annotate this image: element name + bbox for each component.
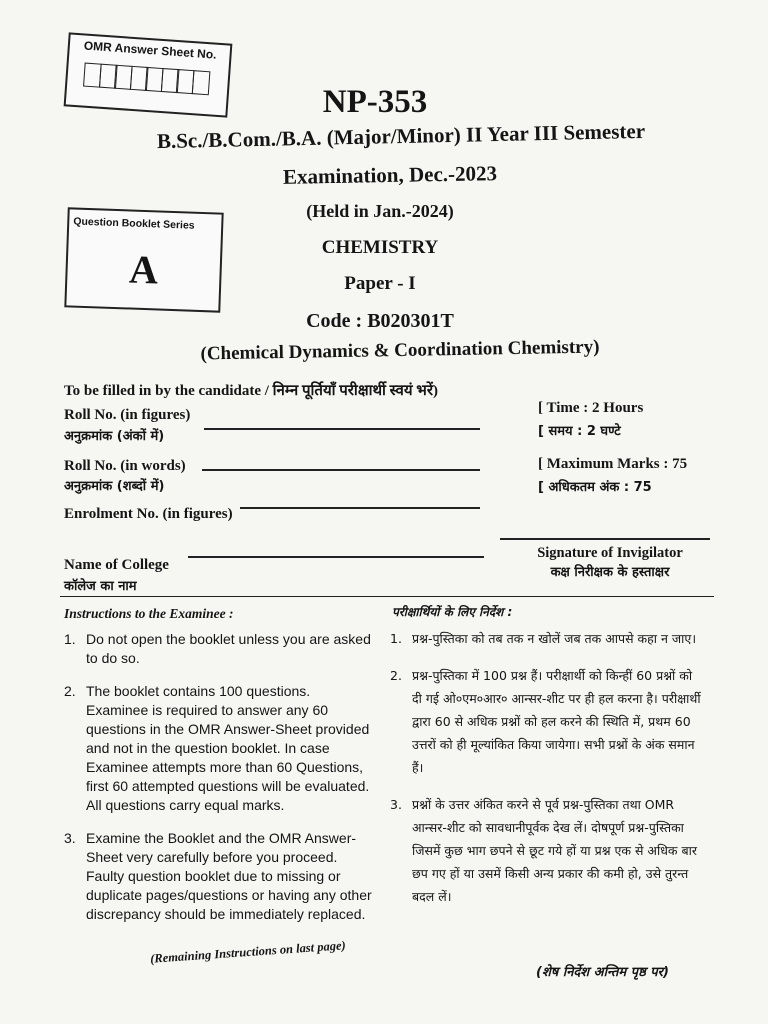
max-marks-label: [ Maximum Marks : 75 xyxy=(538,456,688,472)
roll-figures-label-hindi: अनुक्रमांक (अंकों में) xyxy=(64,429,165,444)
college-label: Name of College xyxy=(64,557,169,573)
section-divider xyxy=(60,596,714,597)
instruction-item xyxy=(64,630,374,668)
time-label-hindi: [ समय : 2 घण्टे xyxy=(538,424,621,439)
roll-words-label: Roll No. (in words) xyxy=(64,458,186,474)
instruction-item-hindi xyxy=(390,627,704,650)
roll-words-field[interactable] xyxy=(202,469,480,471)
signature-label-hindi: कक्ष निरीक्षक के हस्ताक्षर xyxy=(550,565,670,580)
roll-figures-label: Roll No. (in figures) xyxy=(64,407,191,423)
max-marks-label-hindi: [ अधिकतम अंक : 75 xyxy=(538,480,652,495)
remaining-instructions-note: (Remaining Instructions on last page) xyxy=(149,938,347,966)
instruction-number: 1. xyxy=(64,631,76,647)
instructions-heading-hindi: परीक्षार्थियों के लिए निर्देश : xyxy=(392,605,513,619)
instruction-item-hindi xyxy=(390,664,704,779)
enrolment-field[interactable] xyxy=(240,507,480,509)
candidate-fill-note: To be filled in by the candidate / निम्न पूर्तियाँ परीक्षार्थी स्वयं भरें) xyxy=(64,383,438,399)
booklet-series-box xyxy=(64,207,223,312)
series-label: Question Booklet Series xyxy=(73,215,195,232)
signature-label: Signature of Invigilator xyxy=(537,545,683,561)
instructions-hindi xyxy=(390,627,704,922)
enrolment-label: Enrolment No. (in figures) xyxy=(64,506,233,522)
college-field[interactable] xyxy=(188,556,484,558)
omr-label: OMR Answer Sheet No. xyxy=(83,38,217,62)
series-value: A xyxy=(128,246,159,293)
instruction-item xyxy=(64,829,374,924)
instruction-item-hindi xyxy=(390,793,704,908)
college-label-hindi: कॉलेज का नाम xyxy=(64,579,137,594)
exam-session: Examination, Dec.-2023 xyxy=(282,161,498,189)
instruction-number: 2. xyxy=(390,668,402,683)
instruction-number: 1. xyxy=(390,631,402,646)
instructions-heading: Instructions to the Examinee : xyxy=(64,606,234,621)
instruction-text: प्रश्न-पुस्तिका को तब तक न खोलें जब तक आपसे कहा न जाए। xyxy=(412,631,697,646)
paper-label: Paper - I xyxy=(344,273,416,294)
course-title: B.Sc./B.Com./B.A. (Major/Minor) II Year III Semester xyxy=(156,118,646,154)
omr-cells xyxy=(83,63,208,96)
omr-answer-sheet-box xyxy=(64,32,233,117)
paper-code: Code : B020301T xyxy=(306,310,454,332)
paper-number: NP-353 xyxy=(322,84,428,120)
instruction-text: प्रश्नों के उत्तर अंकित करने से पूर्व प्रश्न-पुस्तिका तथा OMR आन्सर-शीट को सावधानीपूर्वक देख लें। दोषपूर्ण प्रश्न-पुस्तिका जिसमें कुछ भाग छपने से छूट गये हों या प्रश्न एक से अधिक बार छप गए हों या उसमें किसी अन्य प्रकार की कमी हो, उसे तुरन्त बदल लें। xyxy=(412,797,697,904)
instruction-number: 3. xyxy=(390,797,402,812)
instruction-text: Do not open the booklet unless you are asked to do so. xyxy=(86,631,371,666)
instructions-english xyxy=(64,630,374,938)
signature-line[interactable] xyxy=(500,538,710,540)
roll-words-label-hindi: अनुक्रमांक (शब्दों में) xyxy=(64,479,165,494)
instruction-number: 2. xyxy=(64,683,76,699)
roll-figures-field[interactable] xyxy=(204,428,480,430)
paper-title: (Chemical Dynamics & Coordination Chemistry) xyxy=(200,336,600,365)
omr-cell[interactable] xyxy=(191,70,210,95)
remaining-instructions-note-hindi: (शेष निर्देश अन्तिम पृष्ठ पर) xyxy=(536,965,669,980)
instruction-item xyxy=(64,682,374,815)
held-date: (Held in Jan.-2024) xyxy=(306,201,454,221)
instruction-text: The booklet contains 100 questions. Examinee is required to answer any 60 questions in the OMR Answer-Sheet provided and not in the question booklet. In case Examinee attempts more than 60 Questions, first 60 attempted questions will be evaluated. All questions carry equal marks. xyxy=(86,683,370,813)
instruction-text: प्रश्न-पुस्तिका में 100 प्रश्न हैं। परीक्षार्थी को किन्हीं 60 प्रश्नों को दी गई ओ०एम०आर० आन्सर-शीट पर ही हल करना है। परीक्षार्थी द्वारा 60 से अधिक प्रश्नों को हल करने की स्थिति में, प्रथम 60 उत्तरों को ही मूल्यांकित किया जायेगा। सभी प्रश्नों के अंक समान हैं। xyxy=(412,668,701,775)
invigilator-signature xyxy=(520,545,700,580)
subject-name: CHEMISTRY xyxy=(321,237,439,258)
instruction-text: Examine the Booklet and the OMR Answer-Sheet very carefully before you proceed. Faulty question booklet due to missing or duplicate pages/questions or having any other discrepancy should be immediately replaced. xyxy=(86,830,372,922)
time-label: [ Time : 2 Hours xyxy=(538,400,644,416)
instruction-number: 3. xyxy=(64,830,76,846)
